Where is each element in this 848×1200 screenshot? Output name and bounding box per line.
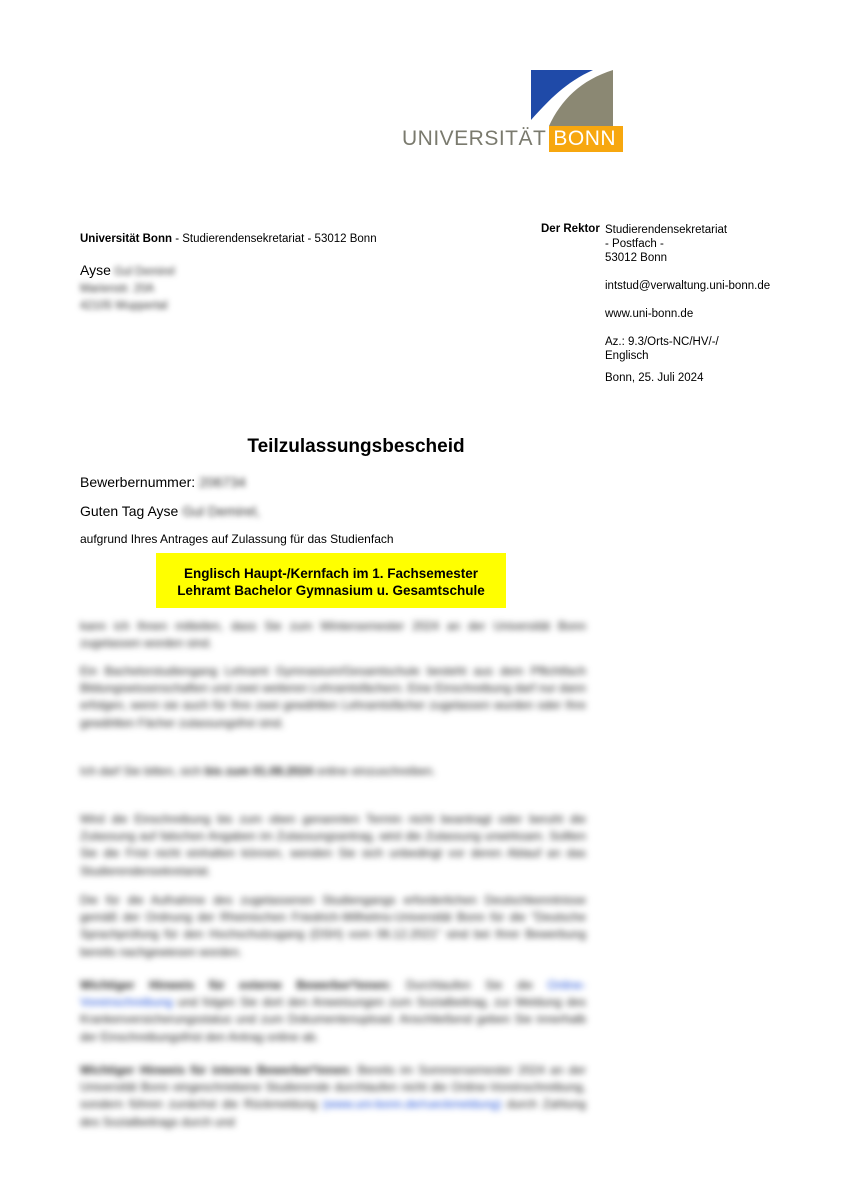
info-date: Bonn, 25. Juli 2024	[605, 372, 704, 384]
internal-note-post: durch Zahlung des Sozialbeitrags durch und	[80, 1097, 586, 1129]
recipient-street: Marienstr. 20A	[80, 283, 155, 295]
logo-emblem-icon	[531, 70, 613, 126]
paragraph-bachelor-info: Ein Bachelorstudiengang Lehramt Gymnasium/Gesamtschule besteht aus dem Pflichtfach Bildungswissenschaften und zwei weiteren Lehramtsfächern. Eine Einschreibung darf nur dann erfolgen, wenn sie auch für Ihre zwei gewählten Lehramtsfächer zugelassen wurden oder Ihre gewählten Fächer zulassungsfrei sind.	[80, 664, 586, 730]
program-line-2: Lehramt Bachelor Gymnasium u. Gesamtschule	[177, 583, 485, 598]
applicant-number: 206734	[199, 474, 246, 490]
info-office-2: - Postfach -	[605, 238, 664, 250]
recipient-first-name: Ayse	[80, 262, 111, 278]
external-note-post: und folgen Sie dort den Anweisungen zum Sozialbeitrag, zur Meldung des Krankenversicherungsstatus und zum Dokumentenupload. Anschließend geben Sie innerhalb der Einschreibungsfrist den Antrag online ab.	[80, 995, 586, 1044]
greeting-prefix: Guten Tag Ayse	[80, 503, 179, 519]
document-title: Teilzulassungsbescheid	[247, 436, 465, 457]
recipient-address	[80, 262, 175, 315]
paragraph-invalidity: Wird die Einschreibung bis zum oben genannten Termin nicht beantragt oder beruht die Zulassung auf falschen Angaben im Zulassungsantrag, wird die Zulassung unwirksam. Sollten Sie die Frist nicht einhalten können, wenden Sie sich unbedingt vor deren Ablauf an das Studierendensekretariat.	[80, 812, 586, 878]
intro-text: aufgrund Ihres Antrages auf Zulassung für das Studienfach	[80, 532, 394, 546]
info-website: www.uni-bonn.de	[605, 308, 694, 320]
online-pre-enrollment-link[interactable]: Online-Voreinschreibung	[80, 978, 586, 1010]
university-logo-wordmark	[402, 126, 623, 152]
logo-word-bonn: BONN	[549, 126, 623, 152]
paragraph-external-applicants	[80, 977, 586, 1046]
applicant-number-line	[80, 474, 246, 490]
external-note-heading: Wichtiger Hinweis für externe Bewerber*innen:	[80, 978, 392, 992]
greeting-line	[80, 503, 260, 519]
paragraph-internal-applicants	[80, 1062, 586, 1131]
rektor-label: Der Rektor	[541, 223, 600, 235]
greeting-name: Gul Demirel,	[182, 503, 261, 519]
applicant-number-label: Bewerbernummer:	[80, 474, 196, 490]
logo-word-universitaet: UNIVERSITÄT	[402, 127, 547, 150]
sender-rest: - Studierendensekretariat - 53012 Bonn	[172, 233, 377, 245]
sender-name: Universität Bonn	[80, 233, 173, 245]
external-note-pre: Durchlaufen Sie die	[391, 978, 548, 992]
info-column	[605, 223, 770, 385]
info-office-1: Studierendensekretariat	[605, 224, 728, 236]
internal-note-heading: Wichtiger Hinweis für interne Bewerber*innen:	[80, 1063, 353, 1077]
paragraph-language: Die für die Aufnahme des zugelassenen Studiengangs erforderlichen Deutschkenntnisse gemäß der Ordnung der Rheinischen Friedrich-Wilhelms-Universität Bonn für die "Deutsche Sprachprüfung für den Hochschulzugang (DSH) vom 06.12.2021" sind bei Ihrer Bewerbung bereits nachgewiesen worden.	[80, 893, 586, 959]
info-email: intstud@verwaltung.uni-bonn.de	[605, 280, 771, 292]
recipient-city: 42105 Wuppertal	[80, 300, 168, 312]
paragraph-enrollment-deadline	[80, 763, 586, 780]
recipient-last-name: Gul Demirel	[114, 266, 175, 278]
internal-note-pre: Bereits im Sommersemester 2024 an der Universität Bonn eingeschriebene Studierende durchlaufen nicht die Online-Voreinschreibung, sondern führen zunächst die Rückmeldung	[80, 1063, 586, 1112]
info-office-3: 53012 Bonn	[605, 252, 668, 264]
sender-line	[80, 233, 377, 245]
paragraph-admission: kann ich Ihnen mitteilen, dass Sie zum Wintersemester 2024 an der Universität Bonn zugelassen worden sind.	[80, 619, 586, 651]
reregistration-link[interactable]: (www.uni-bonn.de/rueckmeldung)	[322, 1097, 502, 1112]
university-logo-mark	[531, 70, 613, 126]
deadline-date: bis zum 01.08.2024	[204, 764, 313, 778]
info-az-1: Az.: 9.3/Orts-NC/HV/-/	[605, 336, 719, 348]
deadline-text-post: online einzuschreiben.	[312, 764, 436, 778]
info-az-2: Englisch	[605, 350, 649, 362]
program-line-1: Englisch Haupt-/Kernfach im 1. Fachsemester	[183, 566, 479, 581]
deadline-text-pre: Ich darf Sie bitten, sich	[80, 764, 205, 778]
program-highlight-box	[156, 553, 506, 608]
